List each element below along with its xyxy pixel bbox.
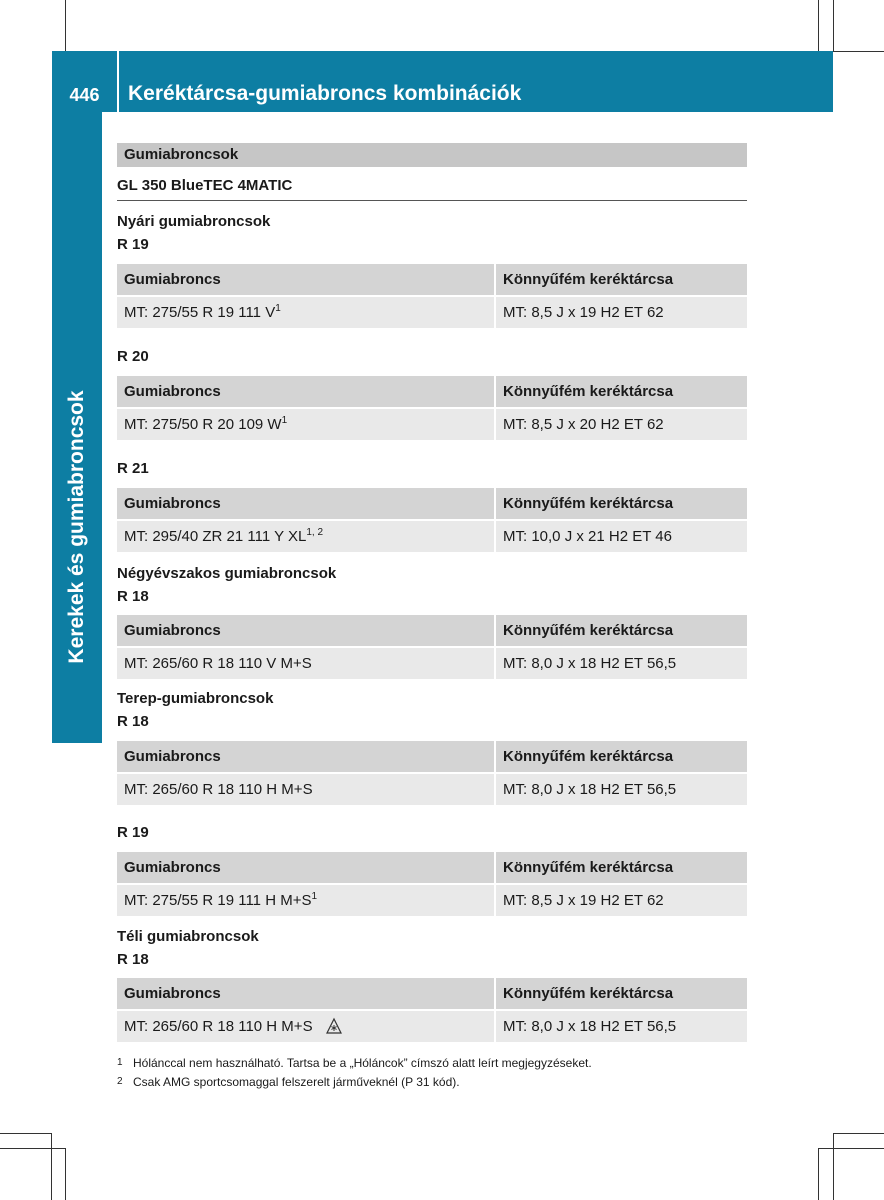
header-rim: Könnyűfém keréktárcsa <box>496 264 747 295</box>
tire-spec: MT: 265/60 R 18 110 H M+S <box>124 1018 313 1035</box>
tire-spec: MT: 265/60 R 18 110 V M+S <box>124 655 312 672</box>
header-rim: Könnyűfém keréktárcsa <box>496 615 747 646</box>
tire-table <box>117 615 747 681</box>
footnote-ref: 1 <box>281 415 288 426</box>
header-tire: Gumiabroncs <box>117 488 494 519</box>
model-divider <box>117 200 747 201</box>
size-label: R 18 <box>117 951 149 968</box>
tire-cell <box>117 774 494 805</box>
crop-mark <box>818 0 819 51</box>
tire-cell <box>117 1011 494 1042</box>
header-tire: Gumiabroncs <box>117 978 494 1009</box>
rim-cell: MT: 8,5 J x 19 H2 ET 62 <box>496 297 747 328</box>
table-row <box>117 409 747 440</box>
header-rim: Könnyűfém keréktárcsa <box>496 488 747 519</box>
header-tire: Gumiabroncs <box>117 376 494 407</box>
rim-cell: MT: 8,5 J x 19 H2 ET 62 <box>496 885 747 916</box>
size-label: R 18 <box>117 713 149 730</box>
table-header-row <box>117 978 747 1009</box>
header-rim: Könnyűfém keréktárcsa <box>496 978 747 1009</box>
chapter-tab <box>52 112 102 743</box>
header-rim: Könnyűfém keréktárcsa <box>496 852 747 883</box>
tire-spec: MT: 275/50 R 20 109 W <box>124 416 282 433</box>
tire-table <box>117 978 747 1044</box>
footnote-text: Csak AMG sportcsomaggal felszerelt járműveknél (P 31 kód). <box>133 1075 460 1089</box>
table-row <box>117 521 747 552</box>
rim-cell: MT: 8,5 J x 20 H2 ET 62 <box>496 409 747 440</box>
tire-spec: MT: 275/55 R 19 111 V <box>124 304 276 321</box>
group-label-offroad: Terep-gumiabroncsok <box>117 690 274 707</box>
snowflake-mountain-icon <box>325 1015 343 1046</box>
table-row <box>117 1011 747 1042</box>
tire-cell <box>117 297 494 328</box>
crop-mark <box>0 1148 66 1149</box>
table-row <box>117 885 747 916</box>
tire-table <box>117 488 747 554</box>
rim-cell: MT: 8,0 J x 18 H2 ET 56,5 <box>496 1011 747 1042</box>
section-heading-text: Gumiabroncsok <box>124 146 239 163</box>
model-name: GL 350 BlueTEC 4MATIC <box>117 177 293 194</box>
chapter-tab-label: Kerekek és gumiabroncsok <box>65 390 88 664</box>
rim-cell: MT: 8,0 J x 18 H2 ET 56,5 <box>496 648 747 679</box>
section-heading <box>117 143 747 167</box>
size-label: R 20 <box>117 348 149 365</box>
crop-mark <box>818 1148 884 1149</box>
footnote-number: 2 <box>117 1076 123 1087</box>
footnote-text: Hólánccal nem használható. Tartsa be a „Hóláncok” címszó alatt leírt megjegyzéseket. <box>133 1056 592 1070</box>
header-divider <box>117 51 119 112</box>
size-label: R 19 <box>117 236 149 253</box>
table-row <box>117 648 747 679</box>
header-rim: Könnyűfém keréktárcsa <box>496 376 747 407</box>
footnote-ref: 1 <box>311 891 318 902</box>
tire-cell <box>117 409 494 440</box>
table-header-row <box>117 376 747 407</box>
tire-table <box>117 852 747 918</box>
table-header-row <box>117 615 747 646</box>
tire-cell <box>117 648 494 679</box>
crop-mark <box>65 1148 66 1200</box>
crop-mark <box>833 51 884 52</box>
table-row <box>117 774 747 805</box>
page-title: Keréktárcsa-gumiabroncs kombinációk <box>128 82 522 105</box>
table-row <box>117 297 747 328</box>
size-label: R 19 <box>117 824 149 841</box>
group-label-winter: Téli gumiabroncsok <box>117 928 259 945</box>
tire-spec: MT: 265/60 R 18 110 H M+S <box>124 781 313 798</box>
crop-mark <box>833 0 834 51</box>
footnote <box>117 1075 460 1089</box>
tire-spec: MT: 295/40 ZR 21 111 Y XL <box>124 528 307 545</box>
rim-cell: MT: 10,0 J x 21 H2 ET 46 <box>496 521 747 552</box>
tire-spec: MT: 275/55 R 19 111 H M+S <box>124 892 312 909</box>
group-label-allseason: Négyévszakos gumiabroncsok <box>117 565 337 582</box>
crop-mark <box>65 0 66 51</box>
tire-table <box>117 741 747 807</box>
footnote-number: 1 <box>117 1057 123 1068</box>
table-header-row <box>117 852 747 883</box>
tire-cell <box>117 521 494 552</box>
table-header-row <box>117 741 747 772</box>
tire-table <box>117 376 747 442</box>
tire-table <box>117 264 747 330</box>
footnote <box>117 1056 592 1070</box>
size-label: R 18 <box>117 588 149 605</box>
header-tire: Gumiabroncs <box>117 741 494 772</box>
crop-mark <box>51 1133 52 1200</box>
group-label-summer: Nyári gumiabroncsok <box>117 213 271 230</box>
table-header-row <box>117 488 747 519</box>
page-header <box>52 51 833 112</box>
crop-mark <box>833 1133 834 1200</box>
page-number: 446 <box>69 85 100 105</box>
rim-cell: MT: 8,0 J x 18 H2 ET 56,5 <box>496 774 747 805</box>
header-tire: Gumiabroncs <box>117 615 494 646</box>
footnote-ref: 1 <box>275 303 281 314</box>
footnote-ref: 1, 2 <box>306 527 324 538</box>
crop-mark <box>0 1133 51 1134</box>
table-header-row <box>117 264 747 295</box>
header-rim: Könnyűfém keréktárcsa <box>496 741 747 772</box>
header-tire: Gumiabroncs <box>117 264 494 295</box>
crop-mark <box>818 1148 819 1200</box>
tire-cell <box>117 885 494 916</box>
size-label: R 21 <box>117 460 149 477</box>
crop-mark <box>833 1133 884 1134</box>
header-tire: Gumiabroncs <box>117 852 494 883</box>
